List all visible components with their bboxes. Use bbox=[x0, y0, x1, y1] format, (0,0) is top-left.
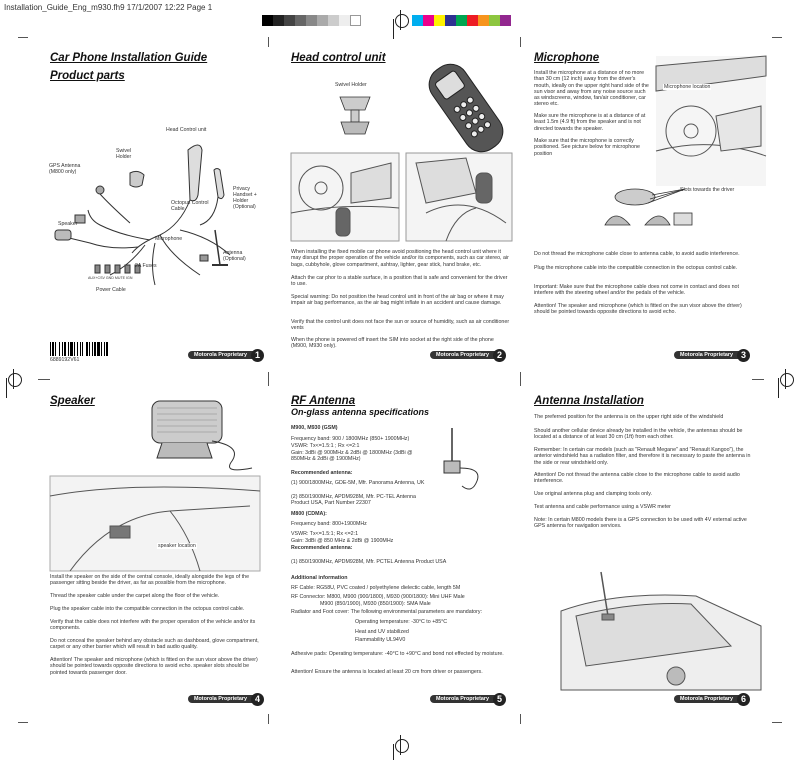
label-fuses: 2A Fuses bbox=[135, 263, 157, 269]
spec-line: VSWR: Tx<=1.5:1 ; Rx <=2:1 bbox=[291, 443, 360, 449]
color-bar bbox=[412, 15, 511, 26]
page-footer bbox=[430, 350, 506, 360]
spec-line: Recommended antenna: bbox=[291, 545, 353, 551]
swivel-holder-illustration bbox=[335, 92, 375, 138]
greyscale-bar bbox=[262, 15, 361, 26]
spec-line: Frequency band: 900 / 1800MHz (850+ 1900MHz) bbox=[291, 436, 410, 442]
head-control-unit-illustration bbox=[416, 58, 516, 158]
registration-mark-icon bbox=[393, 12, 409, 28]
page-footer bbox=[188, 694, 264, 704]
paragraph: Use original antenna plug and clamping tools only. bbox=[534, 491, 652, 497]
label-microphone: Microphone bbox=[155, 236, 183, 242]
spec-line: M800 (CDMA): bbox=[291, 511, 327, 517]
paragraph: Do not thread the microphone cable close to antenna cable, to avoid audio interference. bbox=[534, 251, 740, 257]
product-parts-illustration bbox=[40, 125, 270, 295]
paragraph: Install the speaker on the side of the central console, ideally alongside the legs of the passenger sitting beside the driver, as far as possible from the microphone. bbox=[50, 574, 250, 587]
page-title: RF Antenna bbox=[291, 395, 356, 407]
paragraph: Attach the car phor to a stable surface, in a position that is safe and convenient for the driver to use. bbox=[291, 275, 508, 288]
spec-line: Gain: 3dBi @ 900MHz & 2dBi @ 1800MHz (3dBi @ 850MHz & 2dBi @ 1900MHz) bbox=[291, 450, 413, 463]
page-number: 4 bbox=[251, 693, 264, 706]
spec-line: Frequency band: 800+1900MHz bbox=[291, 521, 367, 527]
barcode bbox=[50, 342, 109, 356]
spec-line: RF Cable: RG58U, PVC coated / polyethylene dielectic cable, length 5M bbox=[291, 585, 461, 591]
paragraph: Verify that the control unit does not face the sun or source of humidity, such as air conditioner vents bbox=[291, 319, 510, 332]
registration-mark-icon bbox=[778, 371, 794, 387]
footer-label: Motorola Proprietary bbox=[430, 695, 495, 703]
paragraph: Remember: In certain car models (such as "Renault Megane" and "Renault Kangoo"), the anterior windshield has a radiation filter, and therefore it is necessary to paste the antenna in the side or rear windshield only. bbox=[534, 447, 751, 466]
paragraph: Attention! Do not thread the antenna cable close to the microphone cable to avoid audio interference. bbox=[534, 472, 740, 485]
dashboard-photo-2 bbox=[406, 153, 512, 241]
label-speaker: Speaker bbox=[58, 221, 78, 227]
page-footer bbox=[188, 350, 264, 360]
section-subtitle: On-glass antenna specifications bbox=[291, 407, 430, 417]
paragraph: Test antenna and cable performance using a VSWR meter bbox=[534, 504, 671, 510]
paragraph: Plug the microphone cable into the compatible connection in the octopus control cable. bbox=[534, 265, 738, 271]
label-connectors: AUX+CSV GND MUTE IGN bbox=[88, 276, 133, 280]
spec-line: Adhesive pads: Operating temperature: -40°C to +90°C and bond not effected by moisture. bbox=[291, 651, 504, 657]
spec-line: Attention! Ensure the antenna is located at least 20 cm from driver or passengers. bbox=[291, 669, 483, 675]
page-number: 2 bbox=[493, 349, 506, 362]
footer-label: Motorola Proprietary bbox=[188, 695, 253, 703]
page-title: Car Phone Installation Guide bbox=[50, 52, 208, 64]
label-swivel-holder: Swivel Holder bbox=[335, 82, 367, 88]
page-title: Microphone bbox=[534, 52, 600, 64]
paragraph: Note: In certain M800 models there is a GPS connection to be used with 4V external active GPS antenna for navigation services. bbox=[534, 517, 747, 530]
spec-line: Gain: 3dBi @ 850 MHz & 2dBi @ 1900MHz bbox=[291, 538, 394, 544]
registration-mark-icon bbox=[393, 737, 409, 753]
label-speaker-location: speaker location bbox=[158, 543, 196, 549]
label-swivel-holder: Swivel Holder bbox=[116, 148, 132, 160]
spec-line: Flammability UL94V0 bbox=[355, 637, 406, 643]
page-number: 1 bbox=[251, 349, 264, 362]
paragraph: Do not conceal the speaker behind any obstacle such as dashboard, glove compartment, carpet or any other barrier which will result in bad audio quality. bbox=[50, 638, 259, 651]
label-privacy-handset: Privacy Handset + Holder (Optional) bbox=[233, 186, 257, 210]
dashboard-photo-1 bbox=[291, 153, 399, 241]
page-title: Antenna Installation bbox=[534, 395, 644, 407]
footer-label: Motorola Proprietary bbox=[674, 351, 739, 359]
spec-line: Heat and UV stabilized bbox=[355, 629, 409, 635]
paragraph: Make sure that the microphone is correctly positioned. See picture below for microphone position bbox=[534, 138, 640, 157]
spec-line: RF Connector: M800, M900 (900/1800), M930 (900/1800): Mini UHF Male bbox=[291, 594, 465, 600]
spec-line: (1) 850/1900MHz, APDM928M, Mfr. PCTEL Antenna Product USA bbox=[291, 559, 447, 565]
paragraph: Make sure the microphone is at a distance of at least 1.5m (4.9 ft) from the speaker and is not directed towards the speaker. bbox=[534, 113, 646, 132]
paragraph: Should another cellular device already be installed in the vehicle, the antennas should be located at a distance of at least 30 cm (1ft) from each other. bbox=[534, 428, 743, 441]
label-slots: Slots towards the driver bbox=[680, 187, 735, 193]
page-number: 6 bbox=[737, 693, 750, 706]
section-subtitle: Product parts bbox=[50, 70, 125, 82]
spec-line: (1) 900/1800MHz, GDE-5M, Mfr. Panorama Antenna, UK bbox=[291, 480, 425, 486]
speaker-illustration bbox=[142, 396, 262, 476]
page-footer bbox=[674, 694, 750, 704]
barcode-number: 6889192V61 bbox=[50, 357, 80, 363]
label-power-cable: Power Cable bbox=[96, 287, 126, 293]
paragraph: Verify that the cable does not interfere with the proper operation of the vehicle and/or its components. bbox=[50, 619, 256, 632]
label-octopus-cable: Octopus Control Cable bbox=[171, 200, 209, 212]
paragraph: When the phone is powered off insert the SIM into socket at the right side of the phone (M900, M930 only). bbox=[291, 337, 494, 350]
spec-line: M900 (850/1900), M930 (850/1900): SMA Male bbox=[320, 601, 431, 607]
page-footer bbox=[674, 350, 750, 360]
label-head-control-unit: Head Control unit bbox=[166, 127, 207, 133]
paragraph: Attention! The speaker and microphone (which is fitted on the sun visor above the driver) should be pointed towards opposite directions to avoid echo. speaker slots should be pointed towards passenger door. bbox=[50, 657, 258, 676]
label-microphone-location: Microphone location bbox=[664, 84, 711, 90]
registration-mark-icon bbox=[6, 371, 22, 387]
paragraph: The preferred position for the antenna is on the upper right side of the windshield bbox=[534, 414, 724, 420]
page-title: Speaker bbox=[50, 395, 95, 407]
spec-line: Operating temperature: -30°C to +85°C bbox=[355, 619, 448, 625]
label-antenna: Antenna (Optional) bbox=[223, 250, 246, 262]
paragraph: When installing the fixed mobile car phone avoid positioning the head control unit where it may disrupt the proper operation of the vehicle and/or its components, such as car stereo, air bags, cubbyhole, glove compartment, ashtray, lighter, gear stick, hand brake, etc. bbox=[291, 249, 509, 268]
paragraph: Attention! The speaker and microphone (which is fitted on the sun visor above the driver) should be pointed towards opposite directions to avoid echo. bbox=[534, 303, 742, 316]
page-title: Head control unit bbox=[291, 52, 386, 64]
spec-line: Additional information bbox=[291, 575, 348, 581]
paragraph: Thread the speaker cable under the carpet along the floor of the vehicle. bbox=[50, 593, 220, 599]
footer-label: Motorola Proprietary bbox=[188, 351, 253, 359]
file-header: Installation_Guide_Eng_m930.fh9 17/1/2007 12:22 Page 1 bbox=[4, 3, 213, 12]
page-number: 3 bbox=[737, 349, 750, 362]
page-number: 5 bbox=[493, 693, 506, 706]
label-gps-antenna: GPS Antenna (M800 only) bbox=[49, 163, 81, 175]
spec-line: Recommended antenna: bbox=[291, 470, 353, 476]
spec-line: Radiator and Foot cover: The following environmental parameters are mandatory: bbox=[291, 609, 482, 615]
footer-label: Motorola Proprietary bbox=[430, 351, 495, 359]
paragraph: Important: Make sure that the microphone cable does not come in contact and does not interfere with the steering wheel and/or the pedals of the vehicle. bbox=[534, 284, 739, 297]
spec-line: VSWR: Tx<=1.5:1; Rx <=2:1 bbox=[291, 531, 359, 537]
paragraph: Install the microphone at a distance of no more than 30 cm (12 inch) away from the driver's mouth, ideally on the upper right hand side of the sun visor and away from any noise source such as windscreens, window, fan/air conditioner, car stereo etc. bbox=[534, 70, 649, 108]
paragraph: Special warning: Do not position the head control unit in front of the air bag or where it may impair air bag performance, as the air bag might inflate in an accident and cause damage. bbox=[291, 294, 504, 307]
spec-line: M900, M930 (GSM) bbox=[291, 425, 338, 431]
speaker-location-photo bbox=[50, 476, 260, 571]
paragraph: Plug the speaker cable into the compatible connection in the octopus control cable. bbox=[50, 606, 245, 612]
page-footer bbox=[430, 694, 506, 704]
antenna-windshield-photo bbox=[556, 566, 762, 690]
microphone-location-photo bbox=[656, 56, 766, 186]
footer-label: Motorola Proprietary bbox=[674, 695, 739, 703]
spec-line: (2) 850/1900MHz, APDM928M, Mfr. PC-TEL Antenna Product USA, Part Number 22307 bbox=[291, 494, 416, 507]
